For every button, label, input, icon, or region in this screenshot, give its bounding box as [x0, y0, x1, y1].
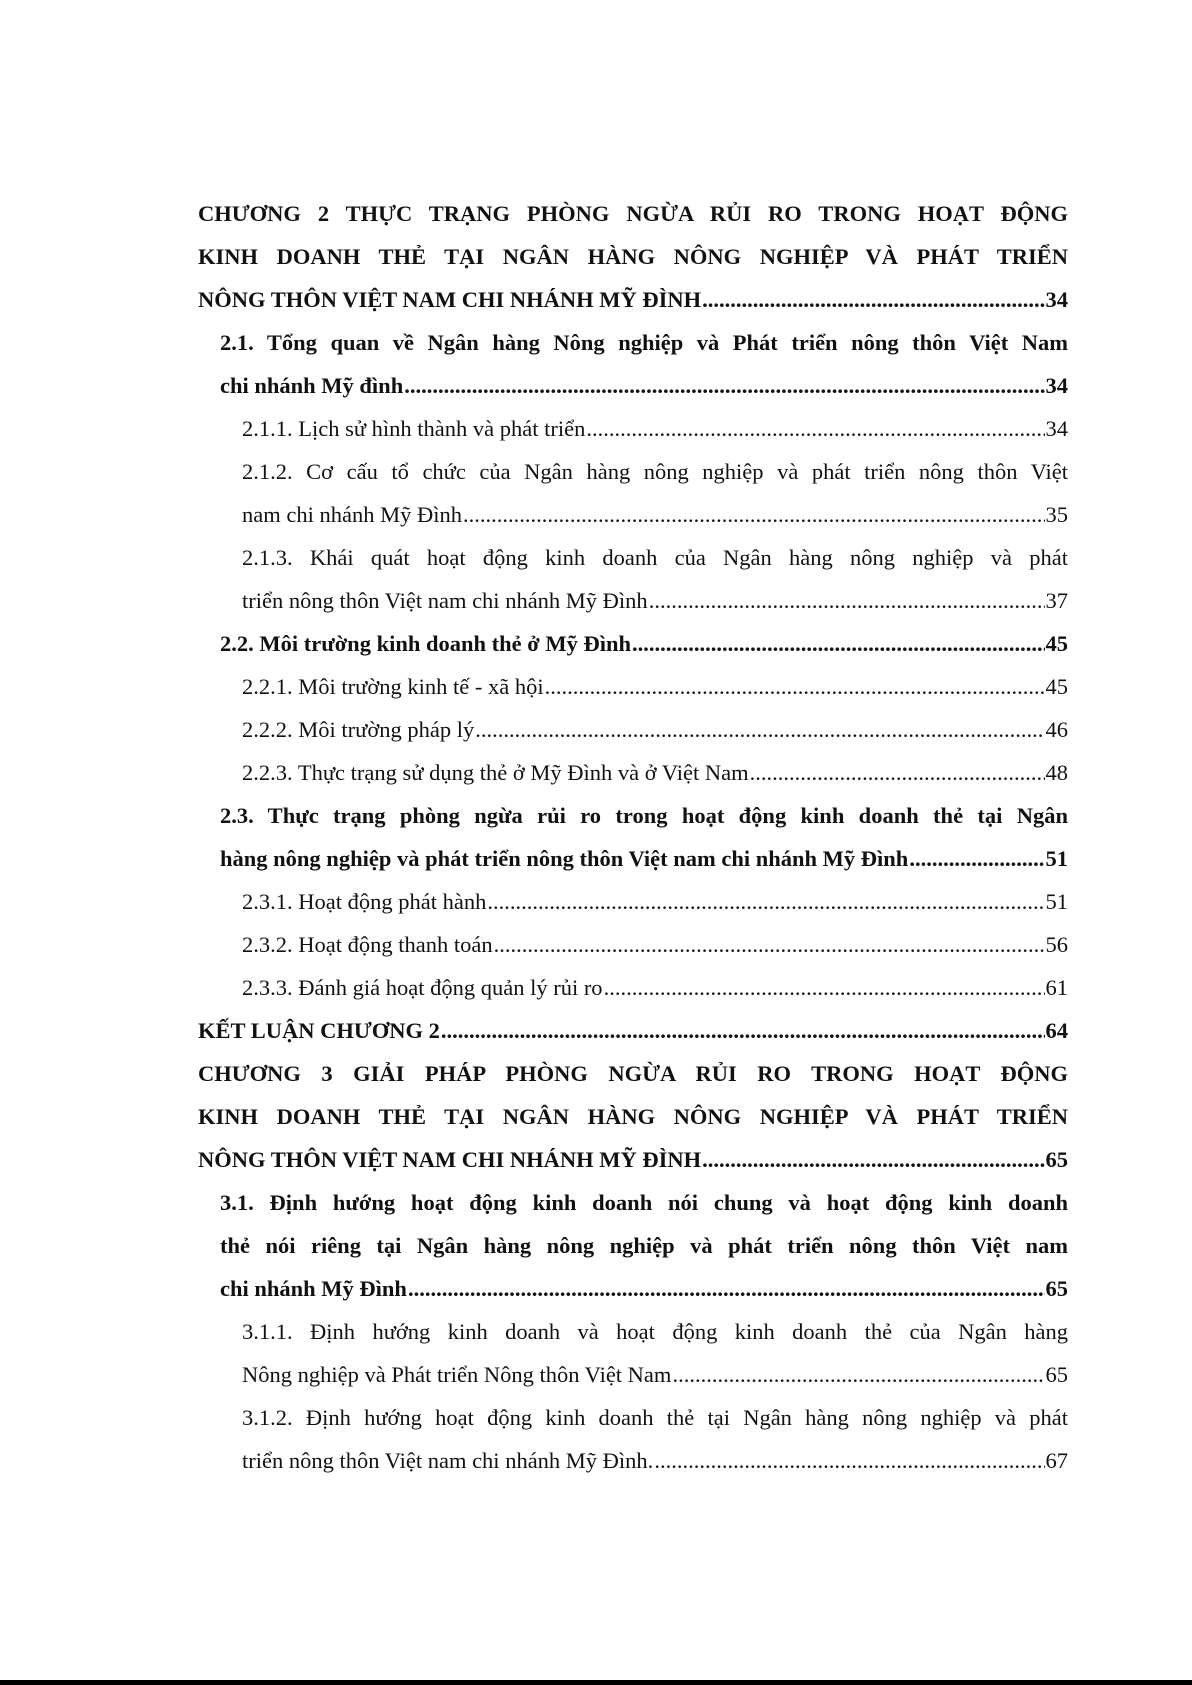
dot-leader: [545, 665, 1045, 708]
dot-leader: [654, 1439, 1044, 1482]
dot-leader: [463, 493, 1045, 536]
toc-entry-last-line: [220, 837, 1068, 880]
toc-entry-title: chi nhánh Mỹ Đình: [220, 1276, 407, 1301]
toc-entry[interactable]: [220, 1181, 1068, 1310]
dot-leader: [750, 751, 1045, 794]
toc-entry-last-line: [242, 708, 1068, 751]
toc-entry-last-line: [242, 1353, 1068, 1396]
dot-leader: [604, 966, 1045, 1009]
toc-entry-last-line: [242, 407, 1068, 450]
toc-entry-title: 2.3.2. Hoạt động thanh toán: [242, 932, 493, 957]
toc-page-number: 45: [1045, 631, 1068, 656]
toc-entry-line: 2.1.2. Cơ cấu tổ chức của Ngân hàng nông nghiệp và phát triển nông thôn Việt: [242, 459, 1068, 484]
toc-page-number: 48: [1045, 760, 1068, 785]
toc-entry[interactable]: [242, 708, 1068, 751]
toc-page-number: 65: [1045, 1362, 1068, 1387]
dot-leader: [672, 1353, 1044, 1396]
toc-entry-title: 2.2.3. Thực trạng sử dụng thẻ ở Mỹ Đình và ở Việt Nam: [242, 760, 749, 785]
toc-entry[interactable]: [242, 1396, 1068, 1482]
dot-leader: [441, 1009, 1045, 1052]
toc-page-number: 35: [1045, 502, 1068, 527]
toc-entry[interactable]: [220, 622, 1068, 665]
dot-leader: [487, 880, 1044, 923]
toc-entry-title: hàng nông nghiệp và phát triển nông thôn Việt nam chi nhánh Mỹ Đình: [220, 846, 909, 871]
toc-page-number: 51: [1045, 846, 1068, 871]
toc-entry[interactable]: [242, 966, 1068, 1009]
toc-page-number: 64: [1045, 1018, 1068, 1043]
toc-entry-title: 2.2. Môi trường kinh doanh thẻ ở Mỹ Đình: [220, 631, 631, 656]
dot-leader: [702, 278, 1044, 321]
toc-entry-last-line: [242, 1439, 1068, 1482]
dot-leader: [475, 708, 1044, 751]
table-of-contents: [198, 192, 1068, 1482]
toc-page-number: 56: [1045, 932, 1068, 957]
toc-entry-title: triển nông thôn Việt nam chi nhánh Mỹ Đình.: [242, 1448, 654, 1473]
toc-page-number: 51: [1045, 889, 1068, 914]
toc-entry-title: NÔNG THÔN VIỆT NAM CHI NHÁNH MỸ ĐÌNH: [198, 1147, 702, 1172]
dot-leader: [649, 579, 1045, 622]
dot-leader: [404, 364, 1044, 407]
toc-entry-line: 2.1. Tổng quan về Ngân hàng Nông nghiệp và Phát triển nông thôn Việt Nam: [220, 330, 1068, 355]
toc-page-number: 65: [1045, 1147, 1068, 1172]
toc-entry[interactable]: [242, 751, 1068, 794]
toc-entry-last-line: [242, 880, 1068, 923]
toc-page-number: 65: [1045, 1276, 1068, 1301]
toc-entry-line: 2.1.3. Khái quát hoạt động kinh doanh của Ngân hàng nông nghiệp và phát: [242, 545, 1068, 570]
dot-leader: [586, 407, 1044, 450]
toc-entry-last-line: [198, 1009, 1068, 1052]
toc-entry-line: CHƯƠNG 2 THỰC TRẠNG PHÒNG NGỪA RỦI RO TRONG HOẠT ĐỘNG: [198, 201, 1068, 226]
toc-entry-line: KINH DOANH THẺ TẠI NGÂN HÀNG NÔNG NGHIỆP VÀ PHÁT TRIỂN: [198, 244, 1068, 269]
toc-entry-title: nam chi nhánh Mỹ Đình: [242, 502, 462, 527]
toc-page-number: 34: [1045, 373, 1068, 398]
toc-page-number: 34: [1045, 287, 1068, 312]
toc-entry-last-line: [198, 278, 1068, 321]
toc-entry-line: 3.1. Định hướng hoạt động kinh doanh nói chung và hoạt động kinh doanh: [220, 1190, 1068, 1215]
toc-entry-line: KINH DOANH THẺ TẠI NGÂN HÀNG NÔNG NGHIỆP VÀ PHÁT TRIỂN: [198, 1104, 1068, 1129]
toc-entry-line: 3.1.2. Định hướng hoạt động kinh doanh thẻ tại Ngân hàng nông nghiệp và phát: [242, 1405, 1068, 1430]
toc-entry[interactable]: [220, 794, 1068, 880]
toc-entry[interactable]: [242, 1310, 1068, 1396]
toc-entry-last-line: [198, 1138, 1068, 1181]
page-bottom-border: [0, 1680, 1192, 1685]
toc-entry-title: 2.3.3. Đánh giá hoạt động quản lý rủi ro: [242, 975, 603, 1000]
dot-leader: [632, 622, 1045, 665]
toc-page-number: 45: [1045, 674, 1068, 699]
toc-entry-last-line: [242, 665, 1068, 708]
dot-leader: [909, 837, 1044, 880]
toc-entry-title: Nông nghiệp và Phát triển Nông thôn Việt Nam: [242, 1362, 672, 1387]
toc-page-number: 37: [1045, 588, 1068, 613]
toc-entry-title: chi nhánh Mỹ đình: [220, 373, 404, 398]
toc-page-number: 67: [1045, 1448, 1068, 1473]
toc-entry[interactable]: [198, 1052, 1068, 1181]
toc-entry-line: CHƯƠNG 3 GIẢI PHÁP PHÒNG NGỪA RỦI RO TRONG HOẠT ĐỘNG: [198, 1061, 1068, 1086]
toc-entry-last-line: [242, 493, 1068, 536]
toc-entry-title: KẾT LUẬN CHƯƠNG 2: [198, 1018, 440, 1043]
toc-entry[interactable]: [242, 665, 1068, 708]
toc-entry-title: 2.2.2. Môi trường pháp lý: [242, 717, 475, 742]
toc-entry-last-line: [242, 751, 1068, 794]
toc-entry[interactable]: [198, 1009, 1068, 1052]
toc-entry[interactable]: [242, 536, 1068, 622]
dot-leader: [494, 923, 1045, 966]
dot-leader: [702, 1138, 1044, 1181]
toc-page-number: 61: [1045, 975, 1068, 1000]
toc-entry-line: 3.1.1. Định hướng kinh doanh và hoạt động kinh doanh thẻ của Ngân hàng: [242, 1319, 1068, 1344]
toc-entry-last-line: [242, 923, 1068, 966]
toc-entry[interactable]: [242, 407, 1068, 450]
toc-entry-title: 2.1.1. Lịch sử hình thành và phát triển: [242, 416, 586, 441]
toc-entry-title: triển nông thôn Việt nam chi nhánh Mỹ Đình: [242, 588, 648, 613]
toc-entry[interactable]: [242, 923, 1068, 966]
toc-entry-title: NÔNG THÔN VIỆT NAM CHI NHÁNH MỸ ĐÌNH: [198, 287, 702, 312]
toc-entry-line: 2.3. Thực trạng phòng ngừa rủi ro trong hoạt động kinh doanh thẻ tại Ngân: [220, 803, 1068, 828]
toc-page-number: 46: [1045, 717, 1068, 742]
toc-entry-last-line: [242, 579, 1068, 622]
toc-entry-last-line: [220, 1267, 1068, 1310]
toc-page-number: 34: [1045, 416, 1068, 441]
toc-entry[interactable]: [220, 321, 1068, 407]
toc-entry-last-line: [220, 622, 1068, 665]
toc-entry-line: thẻ nói riêng tại Ngân hàng nông nghiệp và phát triển nông thôn Việt nam: [220, 1233, 1068, 1258]
toc-entry[interactable]: [242, 450, 1068, 536]
toc-entry-last-line: [242, 966, 1068, 1009]
toc-entry[interactable]: [242, 880, 1068, 923]
toc-entry-last-line: [220, 364, 1068, 407]
dot-leader: [408, 1267, 1045, 1310]
toc-entry-title: 2.3.1. Hoạt động phát hành: [242, 889, 487, 914]
toc-entry-title: 2.2.1. Môi trường kinh tế - xã hội: [242, 674, 544, 699]
toc-entry[interactable]: [198, 192, 1068, 321]
